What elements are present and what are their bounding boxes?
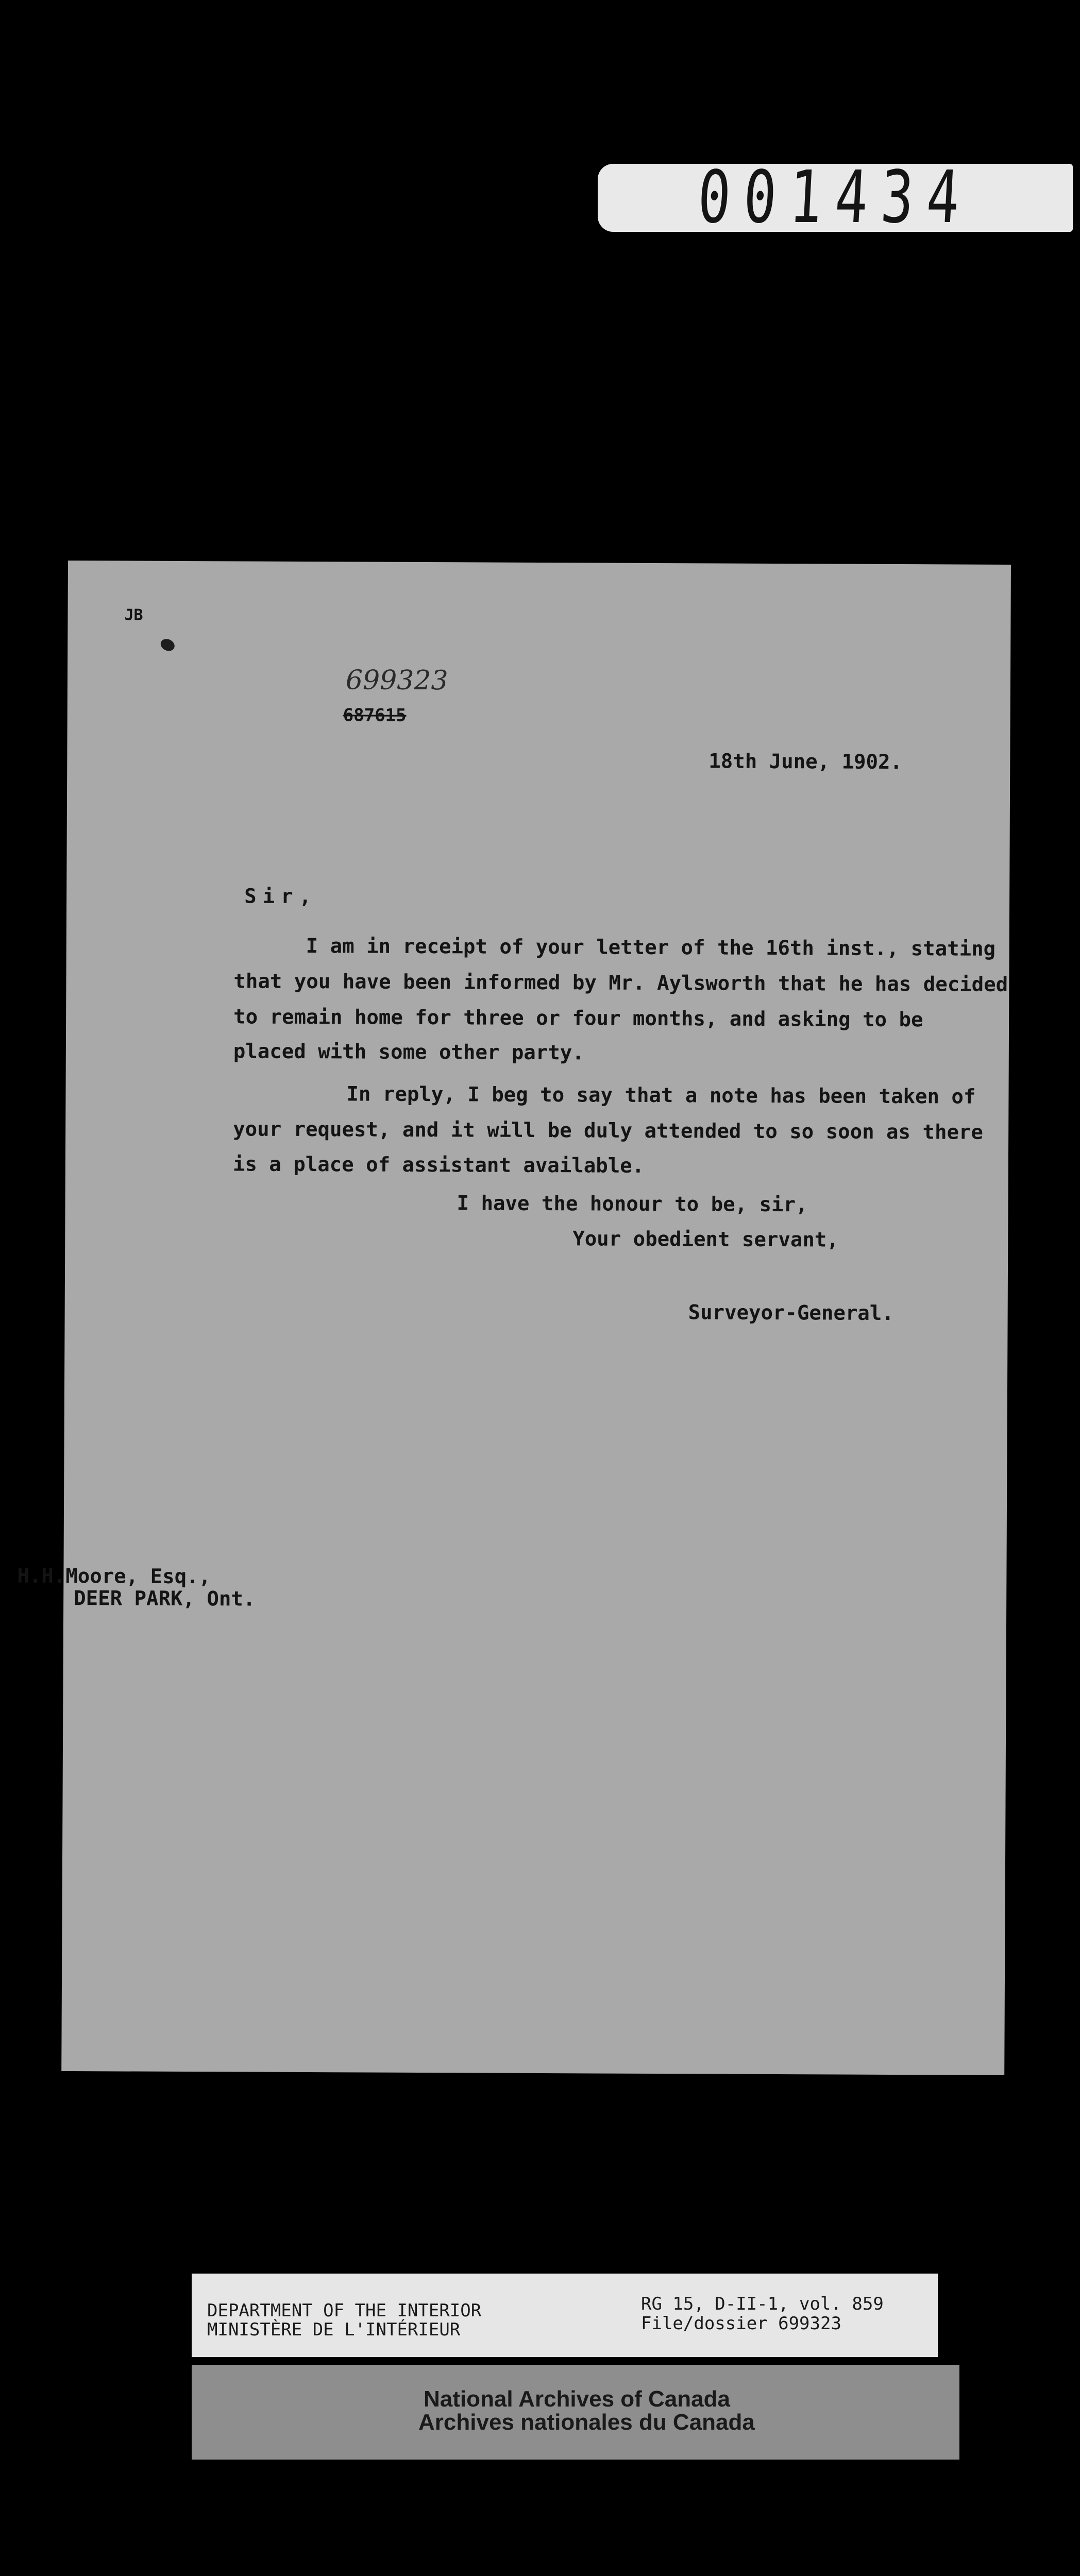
body-line: to remain home for three or four months, and asking to be	[233, 1005, 923, 1032]
body-line: I am in receipt of your letter of the 16th inst., stating	[306, 935, 996, 961]
archives-name-fr: Archives nationales du Canada	[418, 2410, 755, 2435]
signature-title: Surveyor-General.	[688, 1301, 894, 1326]
sign-off: Your obedient servant,	[572, 1227, 839, 1252]
archives-name-en: National Archives of Canada	[424, 2386, 730, 2412]
file-number-struck: 687615	[343, 705, 407, 726]
body-line: In reply, I beg to say that a note has been taken of	[346, 1082, 976, 1109]
letter-date: 18th June, 1902.	[708, 750, 903, 774]
archive-target-card	[192, 2274, 938, 2357]
department-name-en: DEPARTMENT OF THE INTERIOR	[207, 2300, 482, 2321]
closing-line: I have the honour to be, sir,	[457, 1192, 808, 1217]
body-line: that you have been informed by Mr. Aylsworth that he has decided	[233, 970, 1008, 996]
addressee-name: H.H.Moore, Esq.,	[17, 1564, 211, 1589]
frame-number: 001434	[696, 156, 975, 240]
typist-initials: JB	[124, 606, 143, 624]
ink-stain	[159, 637, 177, 653]
file-number-handwritten: 699323	[345, 665, 448, 697]
department-name-fr: MINISTÈRE DE L'INTÉRIEUR	[207, 2319, 461, 2340]
addressee-location: DEER PARK, Ont.	[74, 1587, 256, 1611]
body-line: placed with some other party.	[233, 1040, 584, 1065]
record-group-reference: RG 15, D-II-1, vol. 859	[641, 2294, 884, 2314]
file-reference: File/dossier 699323	[641, 2313, 841, 2334]
salutation: Sir,	[244, 885, 318, 909]
body-line: is a place of assistant available.	[232, 1153, 645, 1178]
letter-page	[17, 561, 1011, 2075]
archives-label	[192, 2365, 959, 2460]
frame-counter	[598, 156, 1073, 240]
body-line: your request, and it will be duly attended to so soon as there	[233, 1117, 984, 1144]
